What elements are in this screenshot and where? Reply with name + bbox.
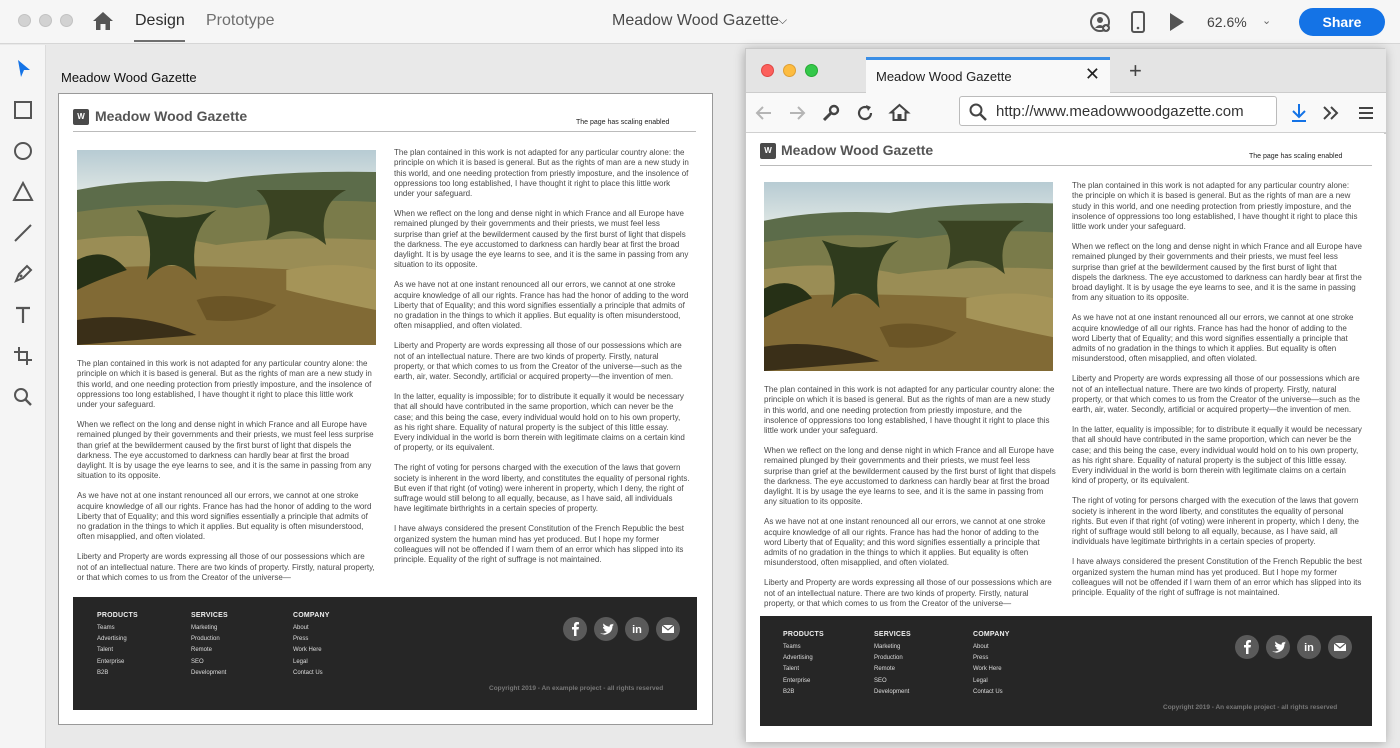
paragraph: As we have not at one instant renounced all our errors, we cannot at one stroke acquire knowledge of all our rights. France has had the honor of adding to the word Liberty that of Equality; and this word signifies essentially a principle that admits of no gradation in the things to which it applies. But equality is often misunderstood, often misapplied, and often violated. [764, 517, 1046, 568]
site-footer [73, 597, 697, 710]
search-icon [968, 102, 988, 122]
footer-link[interactable]: B2B [97, 669, 109, 676]
footer-link[interactable]: B2B [783, 688, 795, 695]
footer-link[interactable]: Contact Us [293, 669, 323, 676]
paragraph: The right of voting for persons charged with the execution of the laws that govern society is inherent in the word liberty, and constitutes the equality of personal rights. But even if that right (of voting) were inherent in property, which I deny, the right of suffrage would still belong to all equally, because, as I have said, all individuals have legitimate birthrights in a certain species of property. [394, 463, 690, 514]
paragraph: As we have not at one instant renounced all our errors, we cannot at one stroke acquire knowledge of all our rights. France has had the honor of adding to the word Liberty that of Equality; and this word signifies essentially a principle that admits of no gradation in the things to which it applies. But equality is often misunderstood, often misapplied, and often violated. [394, 280, 689, 331]
footer-link[interactable]: Enterprise [97, 658, 125, 665]
copyright-text: Copyright 2019 - An example project - all rights reserved [1163, 704, 1338, 711]
zoom-tool-icon[interactable] [11, 385, 35, 409]
footer-link[interactable]: Work Here [293, 647, 322, 654]
footer-heading: SERVICES [874, 631, 911, 638]
linkedin-icon[interactable] [625, 617, 649, 641]
paragraph: As we have not at one instant renounced all our errors, we cannot at one stroke acquire knowledge of all our rights. France has had the honor of adding to the word Liberty that of Equality; and this word signifies essentially a principle that admits of no gradation in the things to which it applies. But equality is often misunderstood, often misapplied, and often violated. [1072, 313, 1354, 364]
landscape-photo [77, 150, 376, 345]
play-icon[interactable] [1168, 11, 1186, 33]
browser-minimize-button[interactable] [783, 64, 796, 77]
right-article-column [1072, 181, 1362, 601]
footer-column-products [97, 612, 138, 679]
footer-link[interactable]: Advertising [783, 655, 813, 662]
rectangle-tool-icon[interactable] [11, 98, 35, 122]
footer-heading: PRODUCTS [97, 612, 138, 619]
menu-icon[interactable] [1356, 103, 1376, 123]
home-icon[interactable] [91, 10, 115, 32]
header-divider [73, 131, 696, 132]
scaling-note: The page has scaling enabled [576, 119, 670, 126]
polygon-tool-icon[interactable] [11, 180, 35, 204]
footer-link[interactable]: About [293, 625, 309, 631]
paragraph: The plan contained in this work is not adapted for any particular country alone: the principle on which it is based is general. But as the rights of man are a new study in this world, and one needing protection from priestly imposture, and the insolence of oppressions too long established, I have thought it right to place this little work under your safeguard. [394, 148, 689, 199]
footer-link[interactable]: Teams [783, 644, 801, 650]
footer-heading: COMPANY [293, 612, 330, 619]
mobile-preview-icon[interactable] [1130, 11, 1146, 33]
tools-panel [0, 45, 46, 748]
footer-link[interactable]: Marketing [191, 625, 218, 631]
svg-text:in: in [1304, 642, 1314, 654]
home-icon[interactable] [889, 102, 910, 123]
footer-link[interactable]: Talent [783, 666, 800, 673]
select-tool-icon[interactable] [11, 57, 35, 81]
tab-prototype[interactable]: Prototype [206, 12, 275, 29]
chevron-down-icon[interactable]: ⌵ [778, 13, 788, 27]
footer-link[interactable]: SEO [874, 677, 887, 684]
active-tab-indicator [134, 40, 185, 42]
artboard-tool-icon[interactable] [11, 344, 35, 368]
footer-link[interactable]: Remote [191, 647, 213, 654]
artboard[interactable] [58, 93, 713, 725]
footer-link[interactable]: Contact Us [973, 688, 1003, 695]
site-logo: W [73, 109, 89, 125]
user-share-icon[interactable] [1089, 11, 1111, 33]
footer-link[interactable]: Legal [293, 658, 308, 665]
artboard-label[interactable]: Meadow Wood Gazette [61, 70, 197, 85]
url-text[interactable]: http://www.meadowwoodgazette.com [996, 103, 1244, 120]
address-bar[interactable] [959, 96, 1277, 126]
paragraph: The plan contained in this work is not adapted for any particular country alone: the principle on which it is based is general. But as the rights of man are a new study in this world, and one needing protection from priestly imposture, and the insolence of oppressions too long established, I have thought it right to place this little work under your safeguard. [77, 359, 372, 410]
facebook-icon[interactable] [563, 617, 587, 641]
footer-column-products [783, 631, 824, 698]
app-top-bar [0, 0, 1400, 44]
footer-link[interactable]: Teams [97, 625, 115, 631]
paragraph: The plan contained in this work is not adapted for any particular country alone: the principle on which it is based is general. But as the rights of man are a new study in this world, and one needing protection from priestly imposture, and the insolence of oppressions too long established, I have thought it right to place this little work under your safeguard. [764, 385, 1055, 436]
site-brand-title: Meadow Wood Gazette [781, 142, 934, 158]
browser-nav-bar [746, 93, 1386, 133]
footer-link[interactable]: Remote [874, 666, 896, 673]
paragraph: Liberty and Property are words expressing all those of our possessions which are not of an intellectual nature. There are two kinds of property. Firstly, natural property, or that which comes to us from the Creator of the universe—such as the earth, air, water. Secondly, artificial or acquired property—the invention of men. [1072, 374, 1360, 415]
footer-link[interactable]: Press [973, 655, 989, 662]
footer-link[interactable]: Legal [973, 677, 988, 684]
site-logo: W [760, 143, 776, 159]
landscape-photo [764, 182, 1053, 371]
footer-heading: COMPANY [973, 631, 1010, 638]
footer-link[interactable]: Talent [97, 647, 114, 654]
paragraph: When we reflect on the long and dense night in which France and all Europe have remained plunged by their governments and their priests, we must feel less surprise than grief at the bewilderment caused by the first burst of light that dispels the darkness. The eye accustomed to darkness can hardly bear at first the broad daylight. It is by usage the eye learns to see, and it is the same in passing from any situation to its opposite. [77, 419, 374, 481]
footer-link[interactable]: Press [293, 636, 309, 643]
zoom-level[interactable]: 62.6% [1207, 14, 1247, 30]
paragraph: The plan contained in this work is not adapted for any particular country alone: the principle on which it is based is general. But as the rights of man are a new study in this world, and one needing protection from priestly imposture, and the insolence of oppressions too long established, I have thought it right to place this little work under your safeguard. [1072, 181, 1358, 232]
tab-design[interactable]: Design [135, 12, 185, 29]
window-close-button[interactable] [18, 14, 31, 27]
paragraph: The right of voting for persons charged with the execution of the laws that govern society is inherent in the word liberty, and constitutes the equality of personal rights. But even if that right (of voting) were inherent in property, which I deny, the right of suffrage would still belong to all equally, because, as I have said, all individuals have legitimate birthrights in a certain species of property. [1072, 496, 1359, 547]
email-icon[interactable] [656, 617, 680, 641]
footer-column-company [293, 612, 330, 679]
window-minimize-button[interactable] [39, 14, 52, 27]
paragraph: Liberty and Property are words expressing all those of our possessions which are not of an intellectual nature. There are two kinds of property. Firstly, natural property, or that which comes to us from the Creator of the universe—such as the earth, air, water. Secondly, artificial or acquired property—the invention of men. [394, 341, 682, 382]
left-article-column [764, 385, 1057, 608]
copyright-text: Copyright 2019 - An example project - all rights reserved [489, 685, 664, 692]
paragraph: In the latter, equality is impossible; for to distribute it equally it would be necessary that all should have contributed in the same proportion, which can never be the case; and this being the case, every individual would hold on to his own property, as his right share. Equality of natural property is the subject of this little essay. Every individual in the world is born therein with legitimate claims on a certain kind of property, or its equivalent. [1072, 424, 1362, 486]
paragraph: I have always considered the present Constitution of the French Republic the best organized system the human mind has yet produced. But I hope my former colleagues will not be offended if I warn them of an error which has slipped into its principle. Equality of the right of suffrage is not maintained. [394, 524, 684, 565]
facebook-icon[interactable] [1235, 635, 1259, 659]
footer-heading: SERVICES [191, 612, 228, 619]
site-brand-title: Meadow Wood Gazette [95, 108, 248, 124]
footer-link[interactable]: Work Here [973, 666, 1002, 673]
zoom-chevron-down-icon[interactable]: ⌄ [1262, 15, 1272, 27]
window-zoom-button[interactable] [60, 14, 73, 27]
footer-link[interactable]: About [973, 644, 989, 650]
close-icon[interactable]: ✕ [1084, 64, 1100, 84]
browser-preview-window [745, 48, 1385, 741]
reload-icon[interactable] [855, 103, 875, 123]
forward-arrow-icon[interactable] [787, 103, 807, 123]
browser-close-button[interactable] [761, 64, 774, 77]
linkedin-icon[interactable] [1297, 635, 1321, 659]
new-tab-icon[interactable]: + [1129, 58, 1142, 83]
paragraph: When we reflect on the long and dense night in which France and all Europe have remained plunged by their governments and their priests, we must feel less surprise than grief at the bewilderment caused by the first burst of light that dispels the darkness. The eye accustomed to darkness can hardly bear at first the broad daylight. It is by usage the eye learns to see, and it is the same in passing from any situation to its opposite. [764, 445, 1056, 507]
browser-viewport [746, 134, 1386, 742]
footer-column-company [973, 631, 1010, 698]
twitter-icon[interactable] [594, 617, 618, 641]
ellipse-tool-icon[interactable] [11, 139, 35, 163]
share-button[interactable]: Share [1299, 8, 1385, 36]
browser-tab-title: Meadow Wood Gazette [876, 69, 1012, 84]
footer-link[interactable]: Marketing [874, 644, 901, 650]
email-icon[interactable] [1328, 635, 1352, 659]
browser-tab-bar [746, 49, 1386, 93]
back-arrow-icon[interactable] [754, 103, 774, 123]
header-divider [760, 165, 1372, 166]
text-tool-icon[interactable] [11, 303, 35, 327]
paragraph: Liberty and Property are words expressing all those of our possessions which are not of an intellectual nature. There are two kinds of property. Firstly, natural property, or that which comes to us from the Creator of the universe— [764, 578, 1052, 608]
twitter-icon[interactable] [1266, 635, 1290, 659]
browser-tab[interactable] [866, 57, 1110, 94]
scaling-note: The page has scaling enabled [1249, 153, 1343, 160]
browser-zoom-button[interactable] [805, 64, 818, 77]
line-tool-icon[interactable] [11, 221, 35, 245]
overflow-chevrons-icon[interactable] [1321, 103, 1341, 123]
right-article-column [394, 148, 690, 578]
svg-text:in: in [632, 624, 642, 636]
footer-link[interactable]: Development [874, 688, 910, 695]
footer-link[interactable]: Production [874, 655, 903, 662]
paragraph: When we reflect on the long and dense night in which France and all Europe have remained plunged by their governments and their priests, we must feel less surprise than grief at the bewilderment caused by the first burst of light that dispels the darkness. The eye accustomed to darkness can hardly bear at first the broad daylight. It is by usage the eye learns to see, and it is the same in passing from any situation to its opposite. [1072, 241, 1362, 303]
footer-column-services [191, 612, 228, 679]
footer-column-services [874, 631, 911, 698]
paragraph: I have always considered the present Constitution of the French Republic the best organized system the human mind has yet produced. But I hope my former colleagues will not be offended if I warn them of an error which has slipped into its principle. Equality of the right of suffrage is not maintained. [1072, 557, 1362, 598]
site-footer [760, 616, 1372, 726]
footer-link[interactable]: Development [191, 669, 227, 676]
paragraph: In the latter, equality is impossible; for to distribute it equally it would be necessary that all should have contributed in the same proportion, which can never be the case; and this being the case, every individual would hold on to his own property, as his right share. Equality of natural property is the subject of this little essay. Every individual in the world is born therein with legitimate claims on a certain kind of property, or its equivalent. [394, 391, 685, 453]
paragraph: When we reflect on the long and dense night in which France and all Europe have remained plunged by their governments and their priests, we must feel less surprise than grief at the bewilderment caused by the first burst of light that dispels the darkness. The eye accustomed to darkness can hardly bear at first the broad daylight. It is by usage the eye learns to see, and it is the same in passing from any situation to its opposite. [394, 208, 689, 270]
pen-tool-icon[interactable] [11, 262, 35, 286]
document-title[interactable]: Meadow Wood Gazette [612, 12, 779, 29]
wrench-icon[interactable] [821, 103, 841, 123]
footer-link[interactable]: Advertising [97, 636, 127, 643]
left-article-column [77, 359, 375, 582]
download-icon[interactable] [1289, 102, 1309, 124]
footer-heading: PRODUCTS [783, 631, 824, 638]
footer-link[interactable]: Enterprise [783, 677, 811, 684]
footer-link[interactable]: SEO [191, 658, 204, 665]
paragraph: As we have not at one instant renounced all our errors, we cannot at one stroke acquire knowledge of all our rights. France has had the honor of adding to the word Liberty that of Equality; and this word signifies essentially a principle that admits of no gradation in the things to which it applies. But equality is often misunderstood, often misapplied, and often violated. [77, 491, 372, 542]
paragraph: Liberty and Property are words expressing all those of our possessions which are not of an intellectual nature. There are two kinds of property. Firstly, natural property, or that which comes to us from the Creator of the universe— [77, 552, 375, 582]
footer-link[interactable]: Production [191, 636, 220, 643]
